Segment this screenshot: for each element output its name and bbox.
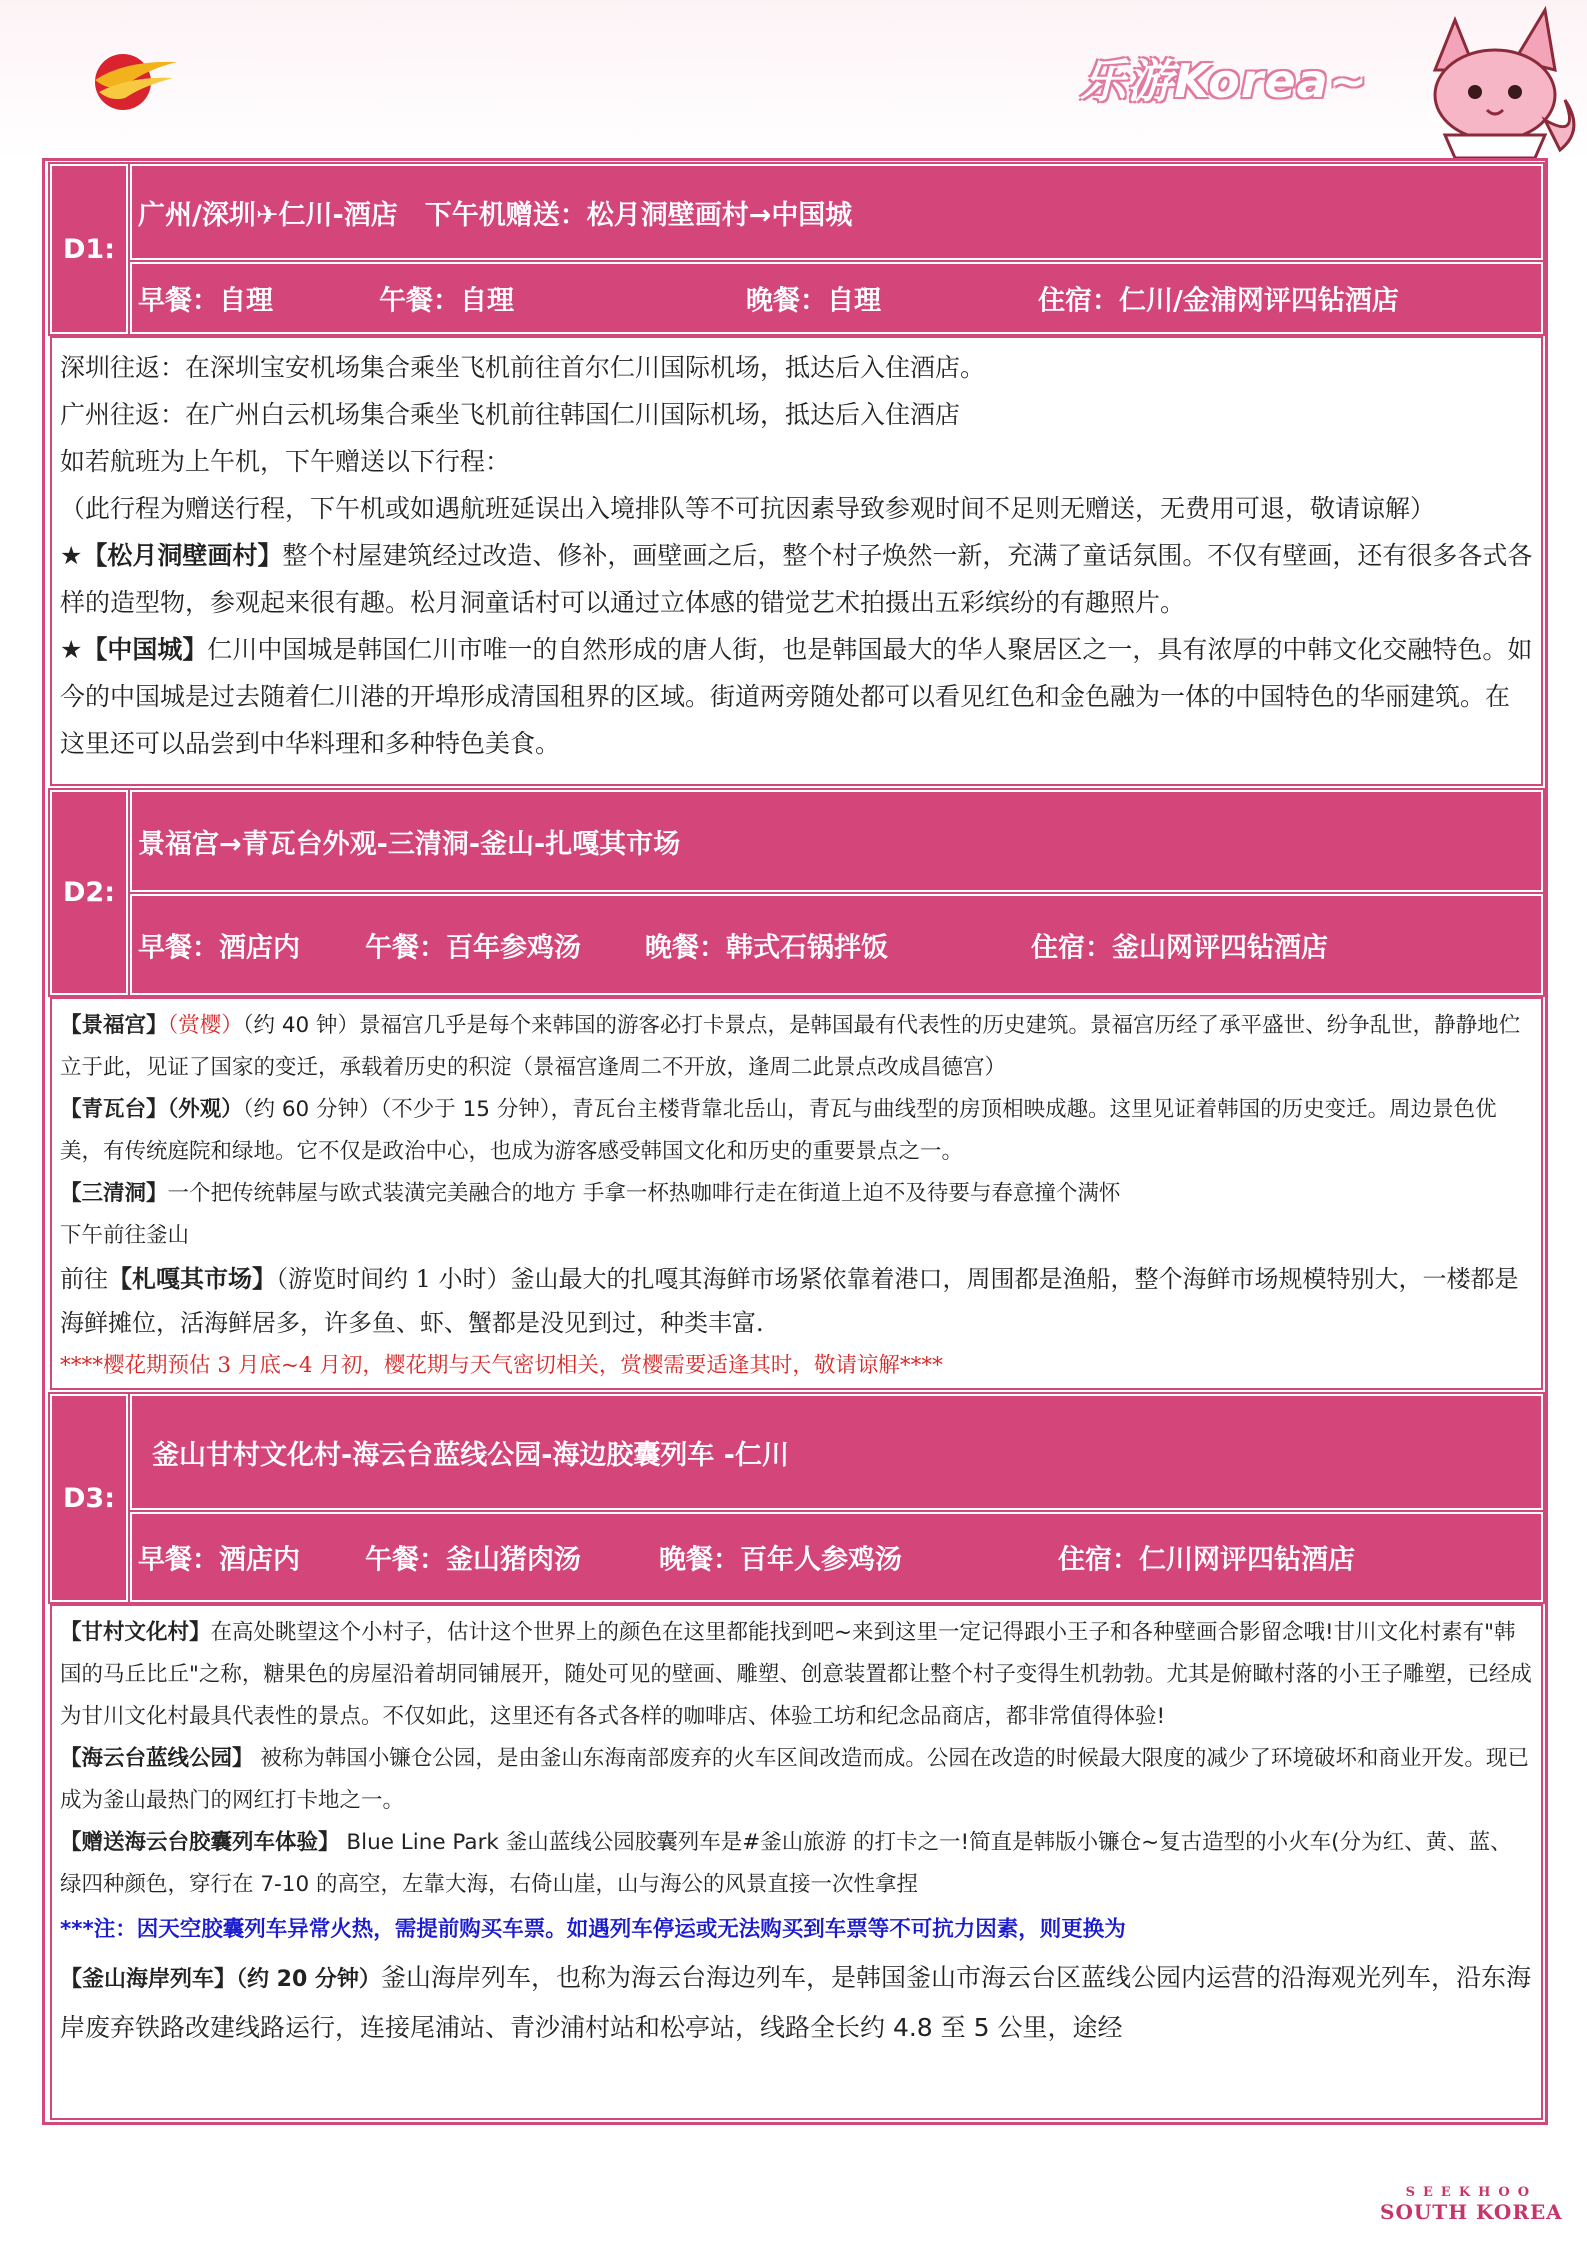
meal-row — [130, 1512, 1543, 1602]
attraction-desc: Blue Line Park 釜山蓝线公园胶囊列车是#釜山旅游 的打卡之一!简直是韩版小镰仓~复古造型的小火车(分为红、黄、蓝、绿四种颜色，穿行在 7-10 的高空，左靠大海，右倚山崖，山与海公的风景直接一次性拿捏 — [60, 1830, 1512, 1897]
day-title: 釜山甘村文化村-海云台蓝线公园-海边胶囊列车 -仁川 — [152, 1439, 790, 1471]
fox-mascot-icon — [1395, 0, 1585, 158]
company-logo-icon — [85, 40, 180, 115]
meal-row — [130, 894, 1543, 995]
attraction-paragraph — [60, 1257, 1533, 1345]
text-line: （此行程为赠送行程，下午机或如遇航班延误出入境排队等不可抗因素导致参观时间不足则无赠送，无费用可退，敬请谅解） — [60, 494, 1436, 523]
text-line: 深圳往返：在深圳宝安机场集合乘坐飞机前往首尔仁川国际机场，抵达后入住酒店。 — [60, 353, 986, 382]
attraction-name: 【三清洞】 — [60, 1181, 168, 1206]
day-title-row — [130, 1394, 1543, 1510]
day-label: D1: — [50, 164, 128, 334]
attraction-desc: 釜山海岸列车，也称为海云台海边列车，是韩国釜山市海云台区蓝线公园内运营的沿海观光列车，沿东海岸废弃铁路改建线路运行，连接尾浦站、青沙浦村站和松亭站，线路全长约 4.8 至 5 公里，途经 — [60, 1963, 1531, 2042]
attraction-paragraph — [60, 1822, 1533, 1906]
day-title-row — [130, 164, 1543, 260]
attraction-name: 【景福宫】 — [60, 1013, 168, 1038]
breakfast: 早餐：酒店内 — [138, 932, 300, 963]
hotel: 住宿：仁川网评四钻酒店 — [1058, 1544, 1355, 1576]
text-line: 如若航班为上午机，下午赠送以下行程： — [60, 447, 511, 476]
attraction-paragraph — [60, 1954, 1533, 2052]
text-prefix: 前往 — [60, 1265, 108, 1293]
day-content — [50, 997, 1543, 1390]
attraction-desc: 在高处眺望这个小村子，估计这个世界上的颜色在这里都能找到吧~来到这里一定记得跟小王子和各种壁画合影留念哦!甘川文化村素有"韩国的马丘比丘"之称，糖果色的房屋沿着胡同铺展开，随处可见的壁画、雕塑、创意装置都让整个村子变得生机勃勃。尤其是俯瞰村落的小王子雕塑，已经成为甘川文化村最具代表性的景点。不仅如此，这里还有各式各样的咖啡店、体验工坊和纪念品商店，都非常值得体验! — [60, 1620, 1532, 1729]
brand-title: 乐游Korea~ — [1080, 54, 1369, 108]
lunch: 午餐：自理 — [379, 285, 514, 317]
footer-logo-top: SEEKHOO — [1405, 2185, 1538, 2200]
attraction-name: ★【中国城】 — [60, 635, 208, 664]
footer-logo-bottom: SOUTH KOREA — [1380, 2200, 1563, 2224]
attraction-name: 【釜山海岸列车】（约 20 分钟） — [60, 1967, 381, 1992]
attraction-paragraph — [60, 1089, 1533, 1173]
attraction-paragraph — [60, 1612, 1533, 1738]
day-title: 景福宫→青瓦台外观-三清洞-釜山-扎嘎其市场 — [138, 828, 681, 860]
meal-row — [130, 262, 1543, 334]
day-content — [50, 1604, 1543, 2120]
attraction-desc: （约 60 分钟）（不少于 15 分钟），青瓦台主楼背靠北岳山，青瓦与曲线型的房顶相映成趣。这里见证着韩国的历史变迁。周边景色优美，有传统庭院和绿地。它不仅是政治中心，也成为游客感受韩国文化和历史的重要景点之一。 — [60, 1097, 1497, 1164]
day-title: 广州/深圳✈仁川-酒店 下午机赠送：松月洞壁画村→中国城 — [138, 199, 853, 231]
attraction-paragraph — [60, 1173, 1533, 1215]
text-line: 广州往返：在广州白云机场集合乘坐飞机前往韩国仁川国际机场，抵达后入住酒店 — [60, 400, 961, 429]
attraction-desc: （约 40 钟）景福宫几乎是每个来韩国的游客必打卡景点，是韩国最有代表性的历史建筑。景福宫历经了承平盛世、纷争乱世，静静地伫立于此，见证了国家的变迁，承载着历史的积淀（景福宫逢周二不开放，逢周二此景点改成昌德宫） — [60, 1013, 1521, 1080]
hotel: 住宿：釜山网评四钻酒店 — [1031, 932, 1328, 963]
attraction-name: 【札嘎其市场】 — [108, 1264, 276, 1293]
attraction-paragraph — [60, 532, 1533, 626]
text-line: 下午前往釜山 — [60, 1223, 190, 1248]
lunch: 午餐：釜山猪肉汤 — [365, 1544, 581, 1576]
dinner: 晚餐：自理 — [746, 285, 881, 317]
hotel: 住宿：仁川/金浦网评四钻酒店 — [1038, 285, 1399, 317]
day-label: D3: — [50, 1394, 128, 1602]
day-title-row — [130, 790, 1543, 892]
attraction-desc: 被称为韩国小镰仓公园，是由釜山东海南部废弃的火车区间改造而成。公园在改造的时候最大限度的减少了环境破坏和商业开发。现已成为釜山最热门的网红打卡地之一。 — [60, 1746, 1529, 1813]
breakfast: 早餐：自理 — [138, 285, 273, 317]
breakfast: 早餐：酒店内 — [138, 1544, 300, 1576]
attraction-desc: 整个村屋建筑经过改造、修补，画壁画之后，整个村子焕然一新，充满了童话氛围。不仅有壁画，还有很多各式各样的造型物，参观起来很有趣。松月洞童话村可以通过立体感的错觉艺术拍摄出五彩缤纷的有趣照片。 — [60, 541, 1533, 617]
cherry-blossom-note: ****樱花期预估 3 月底~4 月初，樱花期与天气密切相关，赏樱需要适逢其时，敬请谅解**** — [60, 1353, 943, 1378]
attraction-paragraph — [60, 626, 1533, 767]
capsule-train-note: ***注：因天空胶囊列车异常火热，需提前购买车票。如遇列车停运或无法购买到车票等不可抗力因素，则更换为 — [60, 1917, 1126, 1942]
day-label: D2: — [50, 790, 128, 995]
attraction-desc: （游览时间约 1 小时）釜山最大的扎嘎其海鲜市场紧依靠着港口，周围都是渔船，整个海鲜市场规模特别大，一楼都是海鲜摊位，活海鲜居多，许多鱼、虾、蟹都是没见到过，种类丰富. — [60, 1265, 1519, 1337]
attraction-name: 【甘村文化村】 — [60, 1620, 211, 1645]
lunch: 午餐：百年参鸡汤 — [365, 932, 581, 963]
attraction-desc: 仁川中国城是韩国仁川市唯一的自然形成的唐人街，也是韩国最大的华人聚居区之一，具有浓厚的中韩文化交融特色。如今的中国城是过去随着仁川港的开埠形成清国租界的区域。街道两旁随处都可以看见红色和金色融为一体的中国特色的华丽建筑。在这里还可以品尝到中华料理和多种特色美食。 — [60, 635, 1533, 758]
attraction-name: 【赠送海云台胶囊列车体验】 — [60, 1830, 340, 1855]
dinner: 晚餐：百年人参鸡汤 — [659, 1544, 902, 1576]
footer-logo — [1380, 2185, 1563, 2224]
cherry-blossom-tag: （赏樱） — [167, 1013, 243, 1038]
attraction-paragraph — [60, 1005, 1533, 1089]
attraction-desc: 一个把传统韩屋与欧式装潢完美融合的地方 手拿一杯热咖啡行走在街道上迫不及待要与春意撞个满怀 — [167, 1181, 1121, 1206]
attraction-name: ★【松月洞壁画村】 — [60, 541, 283, 570]
attraction-paragraph — [60, 1738, 1533, 1822]
day-content — [50, 336, 1543, 786]
dinner: 晚餐：韩式石锅拌饭 — [645, 932, 888, 963]
attraction-name: 【青瓦台】（外观） — [60, 1097, 243, 1122]
attraction-name: 【海云台蓝线公园】 — [60, 1746, 254, 1771]
